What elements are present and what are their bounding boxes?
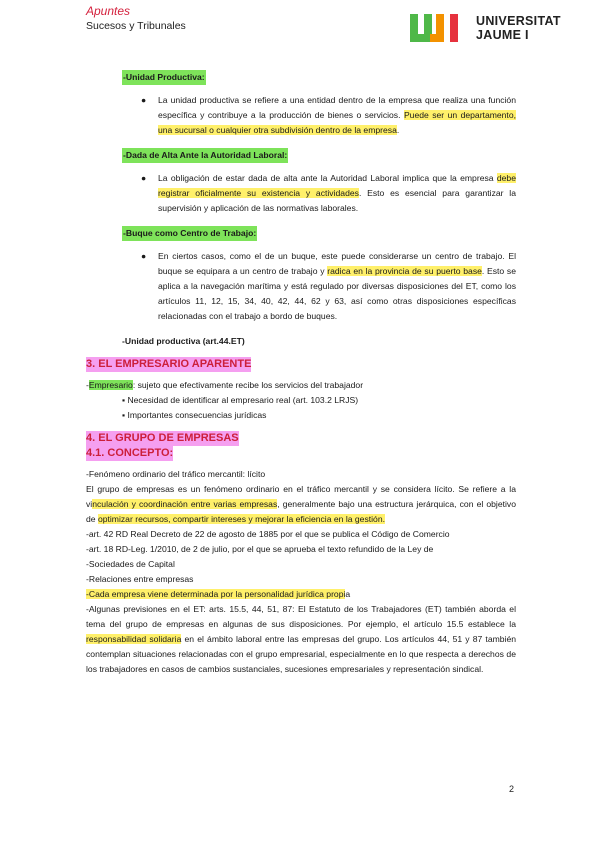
highlighted-text: nculación y coordinación entre varias empresas — [92, 499, 278, 509]
text-segment: en el ámbito laboral entre las empresas del grupo. Los artículos 44, 51 y 87 también contemplan situaciones relacionadas con el grupo empresarial, especialmente en lo que respecta a derechos de los trabajadores en casos de cambios sustanciales, sucesiones empresariales y representación sindical. — [86, 634, 517, 674]
text-segment: . Esto es esencial para garantizar la supervisión y aplicación de las normativas laborales. — [158, 188, 516, 213]
paragraph-grupo-2 — [86, 602, 516, 677]
text-segment: La unidad productiva se refiere a una entidad dentro de la empresa que realiza una función específica y contribuye a la producción de bienes o servicios. — [158, 95, 516, 120]
text-segment: - — [86, 380, 89, 390]
text-line: -Relaciones entre empresas — [86, 574, 194, 584]
bullet-paragraph-unidad — [141, 93, 516, 138]
bullet-dot-icon: ● — [141, 251, 147, 261]
paragraph-grupo-1 — [86, 482, 516, 527]
text-segment: En ciertos casos, como el de un buque, este puede considerarse un centro de trabajo. El buque se equipara a un centro de trabajo y — [158, 251, 516, 276]
university-logo — [410, 14, 580, 46]
text-line: -art. 42 RD Real Decreto de 22 de agosto de 1885 por el que se publica el Código de Comercio — [86, 529, 450, 539]
section-label-alta: -Dada de Alta Ante la Autoridad Laboral: — [122, 148, 288, 163]
section-heading-grupo: 4. EL GRUPO DE EMPRESAS — [86, 432, 239, 444]
list-item: ▪ Necesidad de identificar al empresario real (art. 103.2 LRJS) — [122, 395, 359, 405]
highlighted-text: optimizar recursos, compartir intereses y mejorar la eficiencia en la gestión. — [97, 514, 386, 524]
bullet-dot-icon: ● — [141, 173, 147, 183]
highlighted-text: radica en la provincia de su puerto base — [327, 266, 482, 276]
text-line — [86, 587, 516, 602]
text-line: -art. 18 RD-Leg. 1/2010, de 2 de julio, por el que se aprueba el texto refundido de la Ley de — [86, 544, 434, 554]
text-segment: . — [396, 125, 400, 135]
list-item-text: Importantes consecuencias jurídicas — [127, 410, 267, 420]
highlighted-text: Empresario — [88, 380, 133, 390]
highlighted-text: debe registrar oficialmente su existencia y actividades — [158, 173, 516, 198]
text-segment: La obligación de estar dada de alta ante la Autoridad Laboral implica que la empresa — [158, 173, 497, 183]
section-label-buque: -Buque como Centro de Trabajo: — [122, 226, 257, 241]
header-subtitle: Sucesos y Tribunales — [86, 20, 186, 32]
logo-line-2: JAUME I — [476, 28, 529, 42]
bullet-paragraph-buque — [141, 249, 516, 324]
header-title: Apuntes — [86, 4, 131, 18]
document-body — [86, 70, 516, 677]
bullet-dot-icon: ● — [141, 95, 147, 105]
highlighted-text: -Cada empresa viene determinada por la personalidad jurídica propi — [86, 589, 346, 599]
section-label-unidad: -Unidad Productiva: — [122, 70, 206, 85]
text-segment: El grupo de empresas es un fenómeno ordinario en el tráfico mercantil y se considera lícito. Se refiere a la vi — [86, 484, 516, 509]
list-item: ▪ Importantes consecuencias jurídicas — [122, 410, 267, 420]
logo-line-1: UNIVERSITAT — [476, 14, 561, 28]
uji-logo-mark-icon — [410, 14, 470, 44]
text-segment: . Esto se aplica a la navegación marítima y está regulado por diversas disposiciones del ET, como los artículos 11, 12, 15, 34, 40, 42, 44, 62 y 63, así como otras disposiciones específicas relacionadas con el trabajo a bordo de buques. — [158, 266, 516, 321]
page-number: 2 — [509, 784, 515, 794]
aparente-lead — [86, 378, 516, 393]
text-segment: a — [345, 589, 351, 599]
section-heading-aparente: 3. EL EMPRESARIO APARENTE — [86, 358, 252, 370]
text-line: -Fenómeno ordinario del tráfico mercantil: lícito — [86, 469, 266, 479]
text-line: -Sociedades de Capital — [86, 559, 175, 569]
text-segment: , generalmente bajo una estructura jerárquica, con el objetivo de — [86, 499, 516, 524]
text-segment: -Algunas previsiones en el ET: arts. 15.5, 44, 51, 87: El Estatuto de los Trabajadores (ET) también aborda el tema del grupo de empresas en algunas de sus disposiciones. Por ejemplo, el artículo 15.5 establece la — [86, 604, 516, 629]
highlighted-text: responsabilidad solidaria — [86, 634, 182, 644]
text-segment: : sujeto que efectivamente recibe los servicios del trabajador — [132, 380, 364, 390]
bullet-paragraph-alta — [141, 171, 516, 216]
unidad-reference: -Unidad productiva (art.44.ET) — [122, 336, 245, 346]
list-item-text: Necesidad de identificar al empresario real (art. 103.2 LRJS) — [127, 395, 359, 405]
subsection-heading-concepto: 4.1. CONCEPTO: — [86, 447, 174, 459]
highlighted-text: Puede ser un departamento, una sucursal o cualquier otra subdivisión dentro de la empresa — [158, 110, 516, 135]
